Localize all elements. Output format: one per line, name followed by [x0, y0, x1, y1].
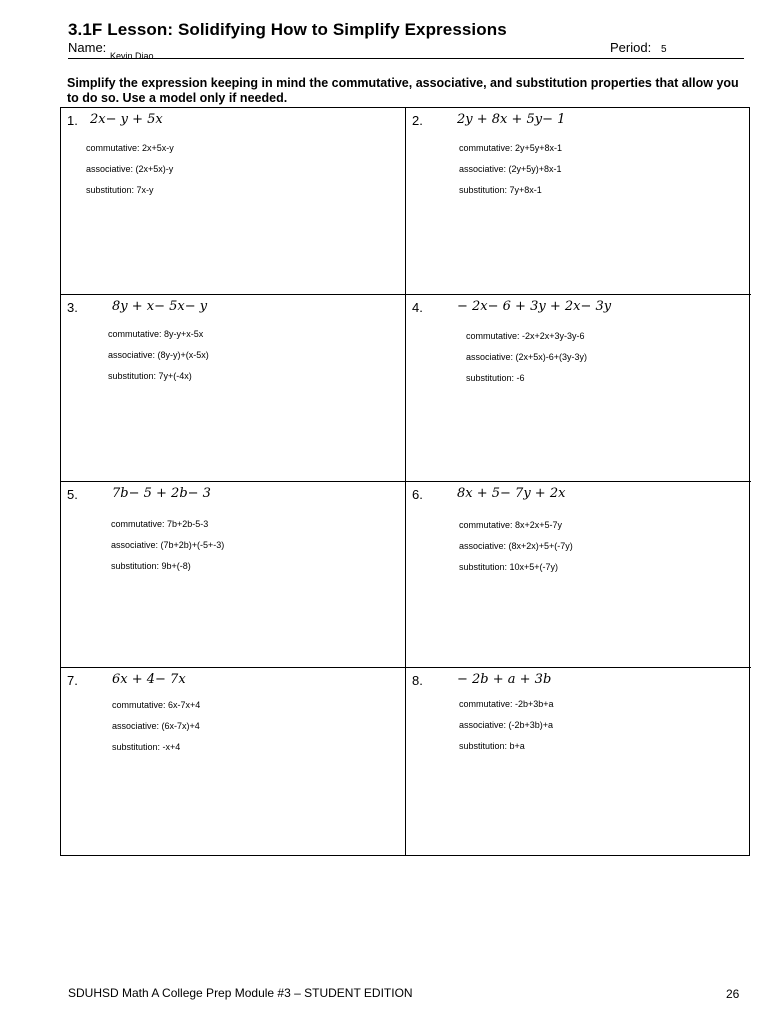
- commutative-step: commutative: 8x+2x+5-7y: [459, 519, 563, 530]
- problem-expression: 6x + 4− 7x: [112, 672, 186, 688]
- problem-cell-7: [61, 668, 406, 855]
- page-title: 3.1F Lesson: Solidifying How to Simplify Expressions: [68, 20, 507, 39]
- problem-expression: 8y + x− 5x− y: [112, 298, 208, 314]
- name-label: Name:: [68, 40, 107, 55]
- associative-step: associative: (2x+5x)-y: [86, 164, 174, 174]
- substitution-step: substitution: b+a: [459, 741, 525, 752]
- substitution-step: substitution: -6: [466, 372, 525, 383]
- problem-number: 6.: [412, 486, 423, 502]
- problem-number: 2.: [412, 113, 423, 128]
- associative-step: associative: (6x-7x)+4: [112, 721, 200, 732]
- commutative-step: commutative: 7b+2b-5-3: [111, 518, 209, 529]
- name-period-row: [68, 40, 744, 59]
- problem-cell-3: [61, 295, 406, 482]
- substitution-step: substitution: 10x+5+(-7y): [459, 561, 559, 572]
- problem-number: 1.: [67, 113, 78, 128]
- problem-work: [111, 514, 224, 577]
- problem-cell-4: [406, 295, 751, 482]
- problem-work: [459, 694, 554, 757]
- problem-work: [466, 326, 587, 389]
- problem-expression: − 2b + a + 3b: [457, 672, 552, 688]
- associative-step: associative: (8x+2x)+5+(-7y): [459, 540, 573, 551]
- problem-number: 7.: [67, 673, 78, 689]
- problem-work: [459, 515, 573, 578]
- associative-step: associative: (2y+5y)+8x-1: [459, 164, 562, 174]
- substitution-step: substitution: 7y+(-4x): [108, 370, 192, 381]
- problem-expression: 2x− y + 5x: [90, 112, 163, 127]
- problem-cell-8: [406, 668, 751, 855]
- commutative-step: commutative: 2y+5y+8x-1: [459, 143, 563, 153]
- associative-step: associative: (-2b+3b)+a: [459, 720, 554, 731]
- problem-cell-6: [406, 482, 751, 669]
- substitution-step: substitution: 7y+8x-1: [459, 185, 542, 195]
- associative-step: associative: (2x+5x)-6+(3y-3y): [466, 351, 588, 362]
- problem-number: 4.: [412, 299, 423, 315]
- associative-step: associative: (7b+2b)+(-5+-3): [111, 539, 225, 550]
- problem-cell-2: [406, 108, 751, 295]
- associative-step: associative: (8y-y)+(x-5x): [108, 349, 209, 360]
- commutative-step: commutative: 8y-y+x-5x: [108, 328, 204, 339]
- problem-number: 8.: [412, 673, 423, 689]
- problem-work: [86, 138, 174, 201]
- period-value: 5: [661, 44, 667, 55]
- problem-expression: 7b− 5 + 2b− 3: [112, 485, 211, 501]
- problem-cell-1: [61, 108, 406, 295]
- problem-cell-5: [61, 482, 406, 669]
- commutative-step: commutative: -2b+3b+a: [459, 699, 554, 710]
- instructions: Simplify the expression keeping in mind the commutative, associative, and substitution properties that allow you to do so. Use a model only if needed.: [67, 76, 739, 105]
- problem-work: [108, 324, 209, 387]
- problem-work: [112, 695, 200, 758]
- period-label: Period:: [610, 40, 652, 55]
- footer-text: SDUHSD Math A College Prep Module #3 – STUDENT EDITION: [68, 986, 413, 1000]
- commutative-step: commutative: 6x-7x+4: [112, 700, 201, 711]
- commutative-step: commutative: 2x+5x-y: [86, 143, 174, 153]
- problem-number: 3.: [67, 299, 78, 315]
- problem-grid: [60, 107, 750, 856]
- student-name: Kevin Diao: [110, 51, 154, 61]
- problem-work: [459, 138, 562, 201]
- problem-expression: 8x + 5− 7y + 2x: [457, 485, 566, 501]
- page-number: 26: [726, 987, 740, 1001]
- substitution-step: substitution: -x+4: [112, 742, 181, 753]
- substitution-step: substitution: 7x-y: [86, 185, 154, 195]
- problem-expression: 2y + 8x + 5y− 1: [457, 112, 566, 127]
- commutative-step: commutative: -2x+2x+3y-3y-6: [466, 330, 585, 341]
- substitution-step: substitution: 9b+(-8): [111, 560, 191, 571]
- problem-number: 5.: [67, 486, 78, 502]
- problem-expression: − 2x− 6 + 3y + 2x− 3y: [457, 298, 612, 314]
